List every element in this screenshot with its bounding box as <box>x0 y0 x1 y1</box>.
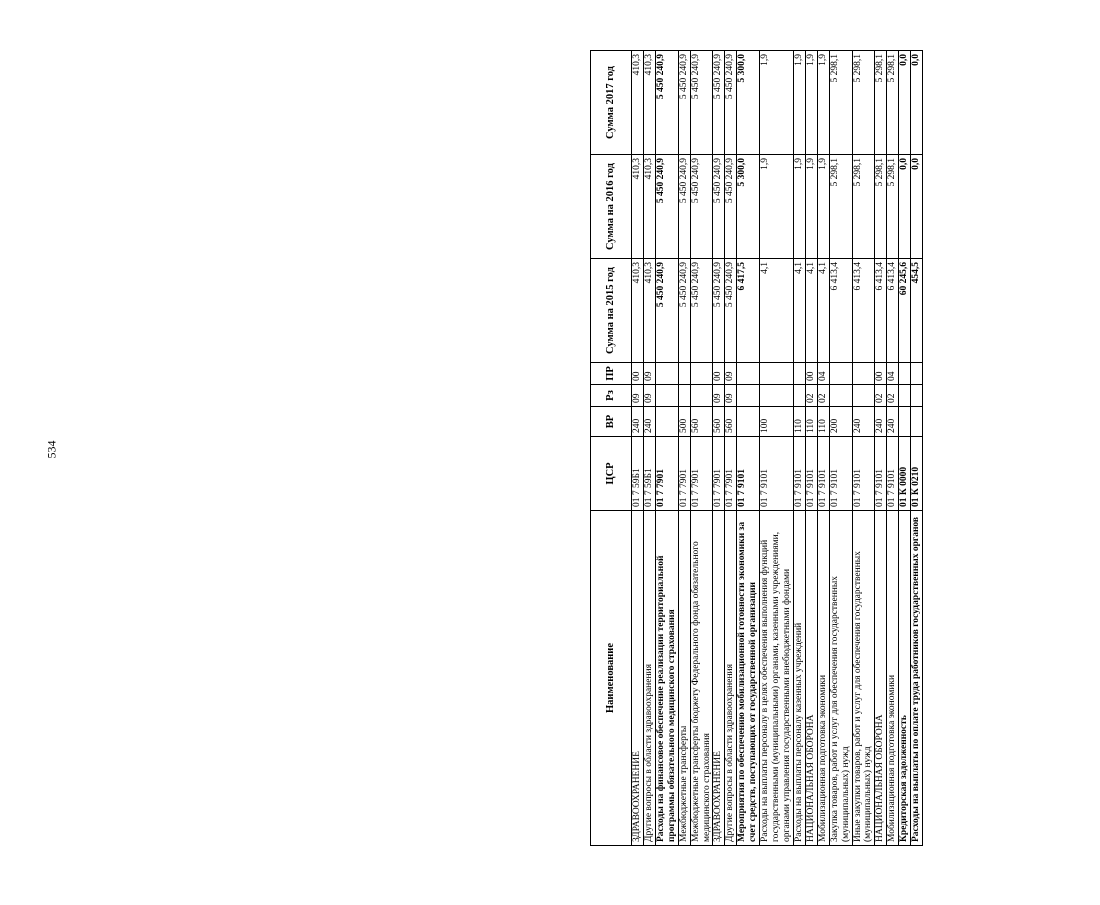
cell-vr: 200 <box>829 407 852 437</box>
cell-y2017: 410,3 <box>632 51 644 155</box>
cell-y2016: 0,0 <box>899 155 911 259</box>
table-row <box>887 51 899 846</box>
cell-y2016: 1,9 <box>793 155 805 259</box>
cell-pr: 00 <box>805 363 817 385</box>
cell-vr: 110 <box>817 407 829 437</box>
cell-csr: 01 7 9101 <box>805 437 817 511</box>
table-row <box>678 51 690 846</box>
cell-csr: 01 К 0000 <box>899 437 911 511</box>
cell-y2016: 1,9 <box>760 155 794 259</box>
cell-vr: 560 <box>725 407 737 437</box>
budget-table <box>590 50 923 846</box>
cell-y2016: 5 298,1 <box>887 155 899 259</box>
header-pr: ПР <box>591 363 632 385</box>
cell-y2017: 5 298,1 <box>852 51 875 155</box>
cell-y2015: 6 413,4 <box>852 259 875 363</box>
cell-y2015: 4,1 <box>817 259 829 363</box>
cell-y2016: 5 450 240,9 <box>713 155 725 259</box>
cell-y2016: 5 450 240,9 <box>678 155 690 259</box>
cell-y2015: 6 413,4 <box>875 259 887 363</box>
cell-y2015: 5 450 240,9 <box>655 259 678 363</box>
cell-name: Мероприятия по обеспечению мобилизационной готовности экономики за счет средств, поступающих от государственной организации <box>737 511 760 846</box>
table-row <box>737 51 760 846</box>
table-row <box>655 51 678 846</box>
cell-csr: 01 7 9101 <box>817 437 829 511</box>
cell-y2016: 5 450 240,9 <box>690 155 713 259</box>
cell-pr <box>793 363 805 385</box>
cell-csr: 01 7 9101 <box>829 437 852 511</box>
table-row <box>760 51 794 846</box>
cell-vr: 110 <box>805 407 817 437</box>
cell-rz <box>911 385 923 407</box>
cell-rz <box>678 385 690 407</box>
table-row <box>911 51 923 846</box>
cell-csr: 01 7 7901 <box>690 437 713 511</box>
cell-name: Другие вопросы в области здравоохранения <box>725 511 737 846</box>
cell-y2016: 5 450 240,9 <box>655 155 678 259</box>
cell-y2015: 410,3 <box>643 259 655 363</box>
page-number: 534 <box>44 440 59 459</box>
cell-rz: 02 <box>805 385 817 407</box>
cell-rz: 02 <box>887 385 899 407</box>
cell-rz <box>793 385 805 407</box>
cell-y2016: 410,3 <box>643 155 655 259</box>
cell-rz <box>852 385 875 407</box>
cell-rz <box>829 385 852 407</box>
table-row <box>829 51 852 846</box>
cell-y2015: 6 413,4 <box>887 259 899 363</box>
cell-y2016: 1,9 <box>805 155 817 259</box>
cell-name: НАЦИОНАЛЬНАЯ ОБОРОНА <box>875 511 887 846</box>
cell-y2015: 4,1 <box>805 259 817 363</box>
cell-pr <box>899 363 911 385</box>
cell-y2017: 5 450 240,9 <box>725 51 737 155</box>
header-2016: Сумма на 2016 год <box>591 155 632 259</box>
cell-csr: 01 7 9101 <box>760 437 794 511</box>
cell-y2016: 5 300,0 <box>737 155 760 259</box>
cell-pr: 09 <box>725 363 737 385</box>
table-row <box>725 51 737 846</box>
header-2015: Сумма на 2015 год <box>591 259 632 363</box>
cell-y2017: 1,9 <box>817 51 829 155</box>
cell-csr: 01 7 9101 <box>887 437 899 511</box>
rotated-table-container <box>590 51 1100 846</box>
cell-name: Межбюджетные трансферты бюджету Федерального фонда обязательного медицинского страхования <box>690 511 713 846</box>
cell-csr: 01 7 7901 <box>678 437 690 511</box>
cell-y2017: 5 450 240,9 <box>713 51 725 155</box>
cell-csr: 01 7 9101 <box>793 437 805 511</box>
cell-name: Расходы на выплаты персоналу в целях обеспечения выполнения функций государственными (муниципальными) органами, казенными учреждениями, органами управления государственными внебюджетными фондами <box>760 511 794 846</box>
cell-name: Кредиторская задолженность <box>899 511 911 846</box>
cell-pr <box>678 363 690 385</box>
cell-y2016: 5 298,1 <box>875 155 887 259</box>
cell-pr: 00 <box>713 363 725 385</box>
cell-name: Мобилизационная подготовка экономики <box>887 511 899 846</box>
cell-pr <box>829 363 852 385</box>
cell-y2015: 4,1 <box>760 259 794 363</box>
cell-y2015: 4,1 <box>793 259 805 363</box>
cell-y2017: 5 450 240,9 <box>678 51 690 155</box>
cell-csr: 01 7 7901 <box>725 437 737 511</box>
cell-y2017: 5 298,1 <box>887 51 899 155</box>
cell-rz <box>690 385 713 407</box>
cell-y2016: 1,9 <box>817 155 829 259</box>
cell-vr: 240 <box>887 407 899 437</box>
cell-csr: 01 7 7901 <box>713 437 725 511</box>
cell-rz: 09 <box>632 385 644 407</box>
header-csr: ЦСР <box>591 437 632 511</box>
header-rz: Рз <box>591 385 632 407</box>
cell-y2017: 0,0 <box>899 51 911 155</box>
cell-rz: 02 <box>817 385 829 407</box>
cell-vr <box>899 407 911 437</box>
cell-rz: 09 <box>725 385 737 407</box>
table-body <box>632 51 923 846</box>
table-row <box>793 51 805 846</box>
cell-rz <box>760 385 794 407</box>
cell-pr <box>690 363 713 385</box>
cell-y2015: 454,5 <box>911 259 923 363</box>
cell-rz: 09 <box>713 385 725 407</box>
cell-rz <box>655 385 678 407</box>
cell-vr: 240 <box>852 407 875 437</box>
cell-vr: 240 <box>875 407 887 437</box>
cell-pr <box>852 363 875 385</box>
cell-vr <box>655 407 678 437</box>
cell-rz <box>899 385 911 407</box>
cell-y2017: 5 298,1 <box>875 51 887 155</box>
cell-rz: 02 <box>875 385 887 407</box>
cell-pr: 04 <box>887 363 899 385</box>
cell-pr <box>911 363 923 385</box>
cell-pr: 04 <box>817 363 829 385</box>
table-row <box>817 51 829 846</box>
cell-vr <box>737 407 760 437</box>
header-2017: Сумма 2017 год <box>591 51 632 155</box>
cell-y2017: 5 300,0 <box>737 51 760 155</box>
cell-pr <box>737 363 760 385</box>
cell-y2017: 5 450 240,9 <box>690 51 713 155</box>
cell-name: Расходы на выплаты персоналу казенных учреждений <box>793 511 805 846</box>
cell-name: Другие вопросы в области здравоохранения <box>643 511 655 846</box>
table-row <box>852 51 875 846</box>
table-row <box>690 51 713 846</box>
table-row <box>875 51 887 846</box>
cell-y2017: 5 298,1 <box>829 51 852 155</box>
cell-y2016: 5 450 240,9 <box>725 155 737 259</box>
table-row <box>805 51 817 846</box>
cell-rz <box>737 385 760 407</box>
cell-name: Мобилизационная подготовка экономики <box>817 511 829 846</box>
table-header-row <box>591 51 632 846</box>
cell-csr: 01 7 9101 <box>852 437 875 511</box>
cell-vr: 560 <box>690 407 713 437</box>
cell-y2017: 410,3 <box>643 51 655 155</box>
cell-y2016: 0,0 <box>911 155 923 259</box>
table-row <box>643 51 655 846</box>
cell-csr: 01 7 9101 <box>737 437 760 511</box>
cell-csr: 01 К 0210 <box>911 437 923 511</box>
cell-vr: 240 <box>643 407 655 437</box>
header-vr: ВР <box>591 407 632 437</box>
cell-vr: 100 <box>760 407 794 437</box>
cell-y2016: 5 298,1 <box>852 155 875 259</box>
cell-csr: 01 7 59Б1 <box>643 437 655 511</box>
cell-name: Закупка товаров, работ и услуг для обеспечения государственных (муниципальных) нужд <box>829 511 852 846</box>
cell-name: НАЦИОНАЛЬНАЯ ОБОРОНА <box>805 511 817 846</box>
cell-csr: 01 7 7901 <box>655 437 678 511</box>
cell-pr: 00 <box>875 363 887 385</box>
cell-pr: 09 <box>643 363 655 385</box>
cell-csr: 01 7 59Б1 <box>632 437 644 511</box>
cell-y2015: 5 450 240,9 <box>678 259 690 363</box>
cell-y2015: 6 417,5 <box>737 259 760 363</box>
cell-name: ЗДРАВООХРАНЕНИЕ <box>632 511 644 846</box>
table-row <box>713 51 725 846</box>
cell-name: Иные закупки товаров, работ и услуг для обеспечения государственных (муниципальных) нужд <box>852 511 875 846</box>
cell-y2015: 5 450 240,9 <box>713 259 725 363</box>
cell-y2017: 1,9 <box>760 51 794 155</box>
cell-y2015: 410,3 <box>632 259 644 363</box>
table-row <box>632 51 644 846</box>
cell-name: ЗДРАВООХРАНЕНИЕ <box>713 511 725 846</box>
cell-pr <box>760 363 794 385</box>
cell-y2015: 60 245,6 <box>899 259 911 363</box>
cell-vr <box>911 407 923 437</box>
cell-vr: 500 <box>678 407 690 437</box>
cell-csr: 01 7 9101 <box>875 437 887 511</box>
cell-y2016: 410,3 <box>632 155 644 259</box>
cell-y2015: 6 413,4 <box>829 259 852 363</box>
cell-y2015: 5 450 240,9 <box>690 259 713 363</box>
cell-vr: 110 <box>793 407 805 437</box>
cell-name: Расходы на финансовое обеспечение реализации территориальной программы обязательного медицинского страхования <box>655 511 678 846</box>
cell-name: Межбюджетные трансферты <box>678 511 690 846</box>
cell-pr: 00 <box>632 363 644 385</box>
cell-vr: 560 <box>713 407 725 437</box>
cell-y2017: 1,9 <box>805 51 817 155</box>
cell-y2017: 5 450 240,9 <box>655 51 678 155</box>
cell-pr <box>655 363 678 385</box>
cell-rz: 09 <box>643 385 655 407</box>
cell-y2016: 5 298,1 <box>829 155 852 259</box>
header-name: Наименование <box>591 511 632 846</box>
table-row <box>899 51 911 846</box>
cell-y2017: 1,9 <box>793 51 805 155</box>
cell-y2015: 5 450 240,9 <box>725 259 737 363</box>
cell-y2017: 0,0 <box>911 51 923 155</box>
cell-vr: 240 <box>632 407 644 437</box>
cell-name: Расходы на выплаты по оплате труда работников государственных органов <box>911 511 923 846</box>
